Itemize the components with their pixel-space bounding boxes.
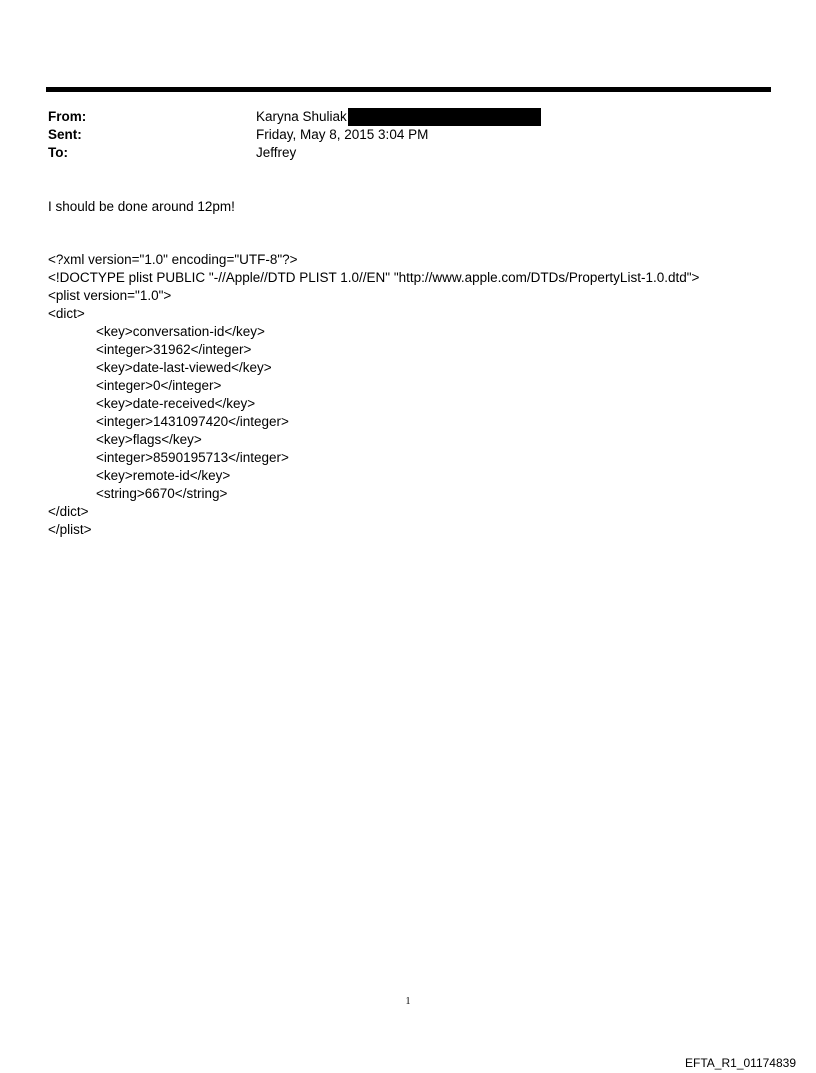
sent-label: Sent: — [48, 127, 82, 142]
xml-line: </dict> — [48, 504, 89, 519]
from-label: From: — [48, 109, 87, 124]
xml-line: <integer>0</integer> — [96, 378, 222, 393]
xml-line: <integer>31962</integer> — [96, 342, 252, 357]
from-value-wrap — [256, 108, 541, 126]
to-value: Jeffrey — [256, 145, 297, 160]
header-divider — [46, 87, 771, 92]
xml-line: <integer>8590195713</integer> — [96, 450, 289, 465]
redaction-block — [348, 108, 541, 126]
xml-line: <dict> — [48, 306, 85, 321]
plist-xml-block — [48, 251, 699, 539]
to-label: To: — [48, 145, 68, 160]
email-header — [48, 108, 541, 162]
to-row — [48, 144, 541, 162]
xml-line: <string>6670</string> — [96, 486, 228, 501]
xml-line: </plist> — [48, 522, 92, 537]
message-body: I should be done around 12pm! — [48, 199, 235, 214]
xml-line: <?xml version="1.0" encoding="UTF-8"?> — [48, 252, 298, 267]
document-id: EFTA_R1_01174839 — [685, 1056, 796, 1070]
from-value: Karyna Shuliak — [256, 109, 347, 124]
xml-line: <key>date-last-viewed</key> — [96, 360, 272, 375]
sent-value: Friday, May 8, 2015 3:04 PM — [256, 127, 429, 142]
xml-line: <!DOCTYPE plist PUBLIC "-//Apple//DTD PLIST 1.0//EN" "http://www.apple.com/DTDs/PropertyList-1.0.dtd"> — [48, 270, 700, 285]
xml-line: <key>flags</key> — [96, 432, 202, 447]
xml-line: <key>conversation-id</key> — [96, 324, 265, 339]
from-row — [48, 108, 541, 126]
xml-line: <key>remote-id</key> — [96, 468, 231, 483]
page-number: 1 — [405, 996, 411, 1007]
xml-line: <plist version="1.0"> — [48, 288, 172, 303]
xml-line: <key>date-received</key> — [96, 396, 256, 411]
xml-line: <integer>1431097420</integer> — [96, 414, 289, 429]
sent-row — [48, 126, 541, 144]
